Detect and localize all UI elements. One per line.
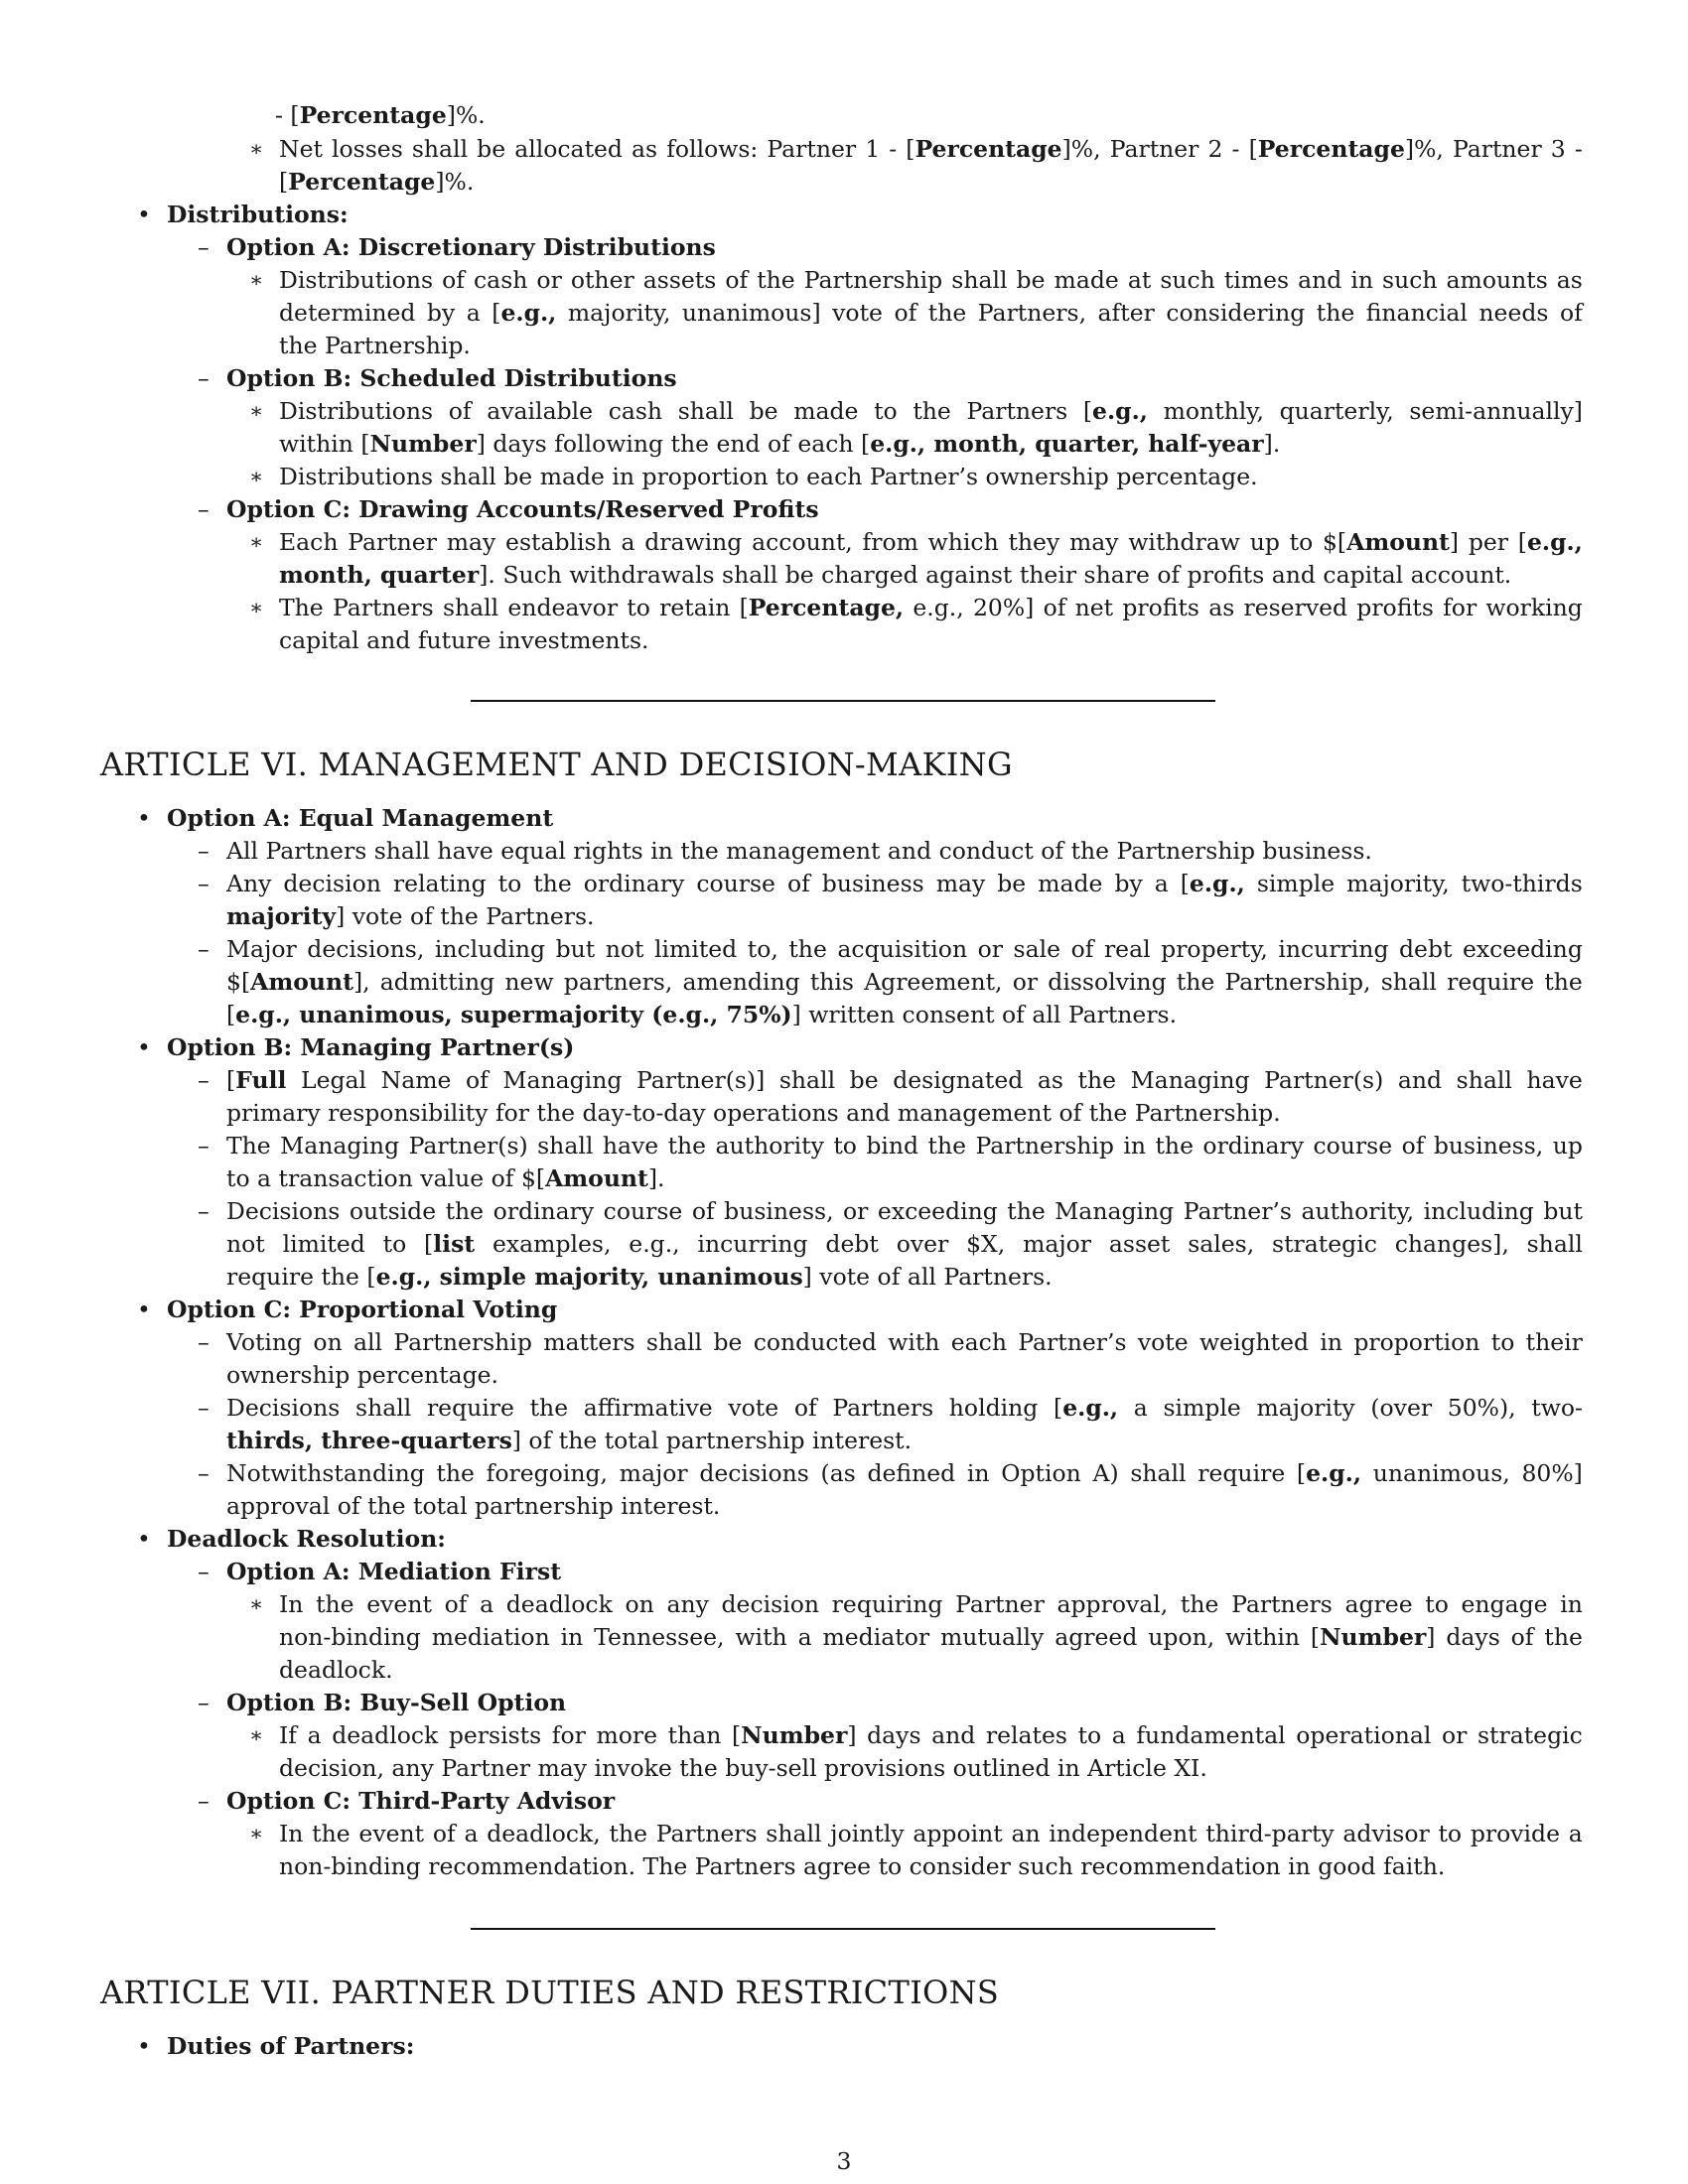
article-vii-heading: ARTICLE VII. PARTNER DUTIES AND RESTRICTIONS	[100, 1974, 1000, 2011]
mgmt-b-item3-line2: not limited to [list examples, e.g., incurring debt over $X, major asset sales, strategic changes], shall	[226, 1230, 1583, 1258]
deadlock-b-line2: decision, any Partner may invoke the buy-sell provisions outlined in Article XI.	[279, 1754, 1207, 1782]
bullet-dash: –	[198, 1787, 210, 1815]
bullet-asterisk: ∗	[249, 465, 264, 488]
article-vi-heading: ARTICLE VI. MANAGEMENT AND DECISION-MAKING	[100, 746, 1013, 783]
bullet-dash: –	[198, 1197, 210, 1225]
bullet-dash: –	[198, 1558, 210, 1585]
mgmt-a-item1: All Partners shall have equal rights in the management and conduct of the Partnership business.	[226, 837, 1372, 865]
bullet-asterisk: ∗	[249, 399, 264, 423]
dist-c-item1-line2: month, quarter]. Such withdrawals shall be charged against their share of profits and capital account.	[279, 561, 1512, 589]
dist-c-item2-line2: capital and future investments.	[279, 626, 649, 654]
bullet-dash: –	[198, 495, 210, 523]
mgmt-b-item2-line1: The Managing Partner(s) shall have the authority to bind the Partnership in the ordinary course of business, up	[226, 1132, 1583, 1160]
deadlock-option-b-title: Option B: Buy-Sell Option	[226, 1689, 567, 1716]
deadlock-option-a-title: Option A: Mediation First	[226, 1558, 562, 1585]
bullet-asterisk: ∗	[249, 596, 264, 619]
mgmt-c-item1-line2: ownership percentage.	[226, 1361, 499, 1389]
dist-c-item1-line1: Each Partner may establish a drawing account, from which they may withdraw up to $[Amount] per [e.g.,	[279, 528, 1583, 556]
dist-a-item1-line1: Distributions of cash or other assets of the Partnership shall be made at such times and in such amounts as	[279, 266, 1583, 294]
bullet-asterisk: ∗	[249, 137, 264, 161]
bullet-dash: –	[198, 1459, 210, 1487]
section-divider	[471, 1928, 1215, 1930]
mgmt-c-item1-line1: Voting on all Partnership matters shall be conducted with each Partner’s vote weighted in proportion to their	[226, 1328, 1583, 1356]
mgmt-b-item3-line3: require the [e.g., simple majority, unanimous] vote of all Partners.	[226, 1263, 1053, 1291]
bullet-dash: –	[198, 233, 210, 261]
bullet-dot: •	[137, 1296, 151, 1323]
mgmt-option-b-title: Option B: Managing Partner(s)	[167, 1033, 575, 1061]
mgmt-b-item1-line2: primary responsibility for the day-to-day operations and management of the Partnership.	[226, 1099, 1281, 1127]
bullet-dash: –	[198, 935, 210, 963]
deadlock-c-line2: non-binding recommendation. The Partners agree to consider such recommendation in good faith.	[279, 1852, 1446, 1880]
deadlock-a-line2: non-binding mediation in Tennessee, with a mediator mutually agreed upon, within [Number] days of the	[279, 1623, 1583, 1651]
deadlock-option-c-title: Option C: Third-Party Advisor	[226, 1787, 616, 1815]
bullet-dash: –	[198, 1394, 210, 1422]
bullet-dot: •	[137, 2032, 151, 2060]
bullet-dot: •	[137, 804, 151, 832]
dist-c-item2-line1: The Partners shall endeavor to retain [Percentage, e.g., 20%] of net profits as reserved profits for working	[279, 594, 1583, 621]
allocation-continuation: - [Percentage]%.	[275, 101, 486, 129]
mgmt-a-item2-line1: Any decision relating to the ordinary course of business may be made by a [e.g., simple majority, two-thirds	[226, 870, 1583, 897]
bullet-asterisk: ∗	[249, 1723, 264, 1747]
mgmt-c-item3-line1: Notwithstanding the foregoing, major decisions (as defined in Option A) shall require [e.g., unanimous, 80%]	[226, 1459, 1583, 1487]
dist-option-c-title: Option C: Drawing Accounts/Reserved Profits	[226, 495, 819, 523]
distributions-title: Distributions:	[167, 201, 349, 228]
deadlock-title: Deadlock Resolution:	[167, 1525, 446, 1553]
mgmt-c-item2-line1: Decisions shall require the affirmative vote of Partners holding [e.g., a simple majority (over 50%), two-	[226, 1394, 1583, 1422]
net-losses-line-2: [Percentage]%.	[279, 168, 475, 196]
mgmt-a-item3-line1: Major decisions, including but not limited to, the acquisition or sale of real property, incurring debt exceeding	[226, 935, 1583, 963]
duties-title: Duties of Partners:	[167, 2032, 415, 2060]
mgmt-c-item3-line2: approval of the total partnership interest.	[226, 1492, 721, 1520]
net-losses-line-1: Net losses shall be allocated as follows: Partner 1 - [Percentage]%, Partner 2 - [Percentage]%, Partner 3 -	[279, 135, 1583, 163]
bullet-dash: –	[198, 1132, 210, 1160]
bullet-dash: –	[198, 1689, 210, 1716]
dist-a-item1-line2: determined by a [e.g., majority, unanimous] vote of the Partners, after considering the financial needs of	[279, 299, 1583, 327]
mgmt-b-item3-line1: Decisions outside the ordinary course of business, or exceeding the Managing Partner’s authority, including but	[226, 1197, 1583, 1225]
mgmt-b-item1-line1: [Full Legal Name of Managing Partner(s)] shall be designated as the Managing Partner(s) and shall have	[226, 1066, 1583, 1094]
page-number: 3	[836, 2147, 852, 2175]
bullet-dash: –	[198, 1066, 210, 1094]
dist-b-item1-line1: Distributions of available cash shall be made to the Partners [e.g., monthly, quarterly, semi-annually]	[279, 397, 1583, 425]
mgmt-a-item2-line2: majority] vote of the Partners.	[226, 902, 595, 930]
dist-a-item1-line3: the Partnership.	[279, 332, 471, 359]
dist-b-item1-line2: within [Number] days following the end of each [e.g., month, quarter, half-year].	[279, 430, 1281, 458]
bullet-asterisk: ∗	[249, 530, 264, 554]
bullet-asterisk: ∗	[249, 1822, 264, 1845]
mgmt-option-a-title: Option A: Equal Management	[167, 804, 554, 832]
bullet-asterisk: ∗	[249, 268, 264, 292]
deadlock-b-line1: If a deadlock persists for more than [Number] days and relates to a fundamental operational or strategic	[279, 1721, 1583, 1749]
mgmt-c-item2-line2: thirds, three-quarters] of the total partnership interest.	[226, 1427, 913, 1454]
deadlock-a-line3: deadlock.	[279, 1656, 393, 1684]
bullet-dot: •	[137, 1033, 151, 1061]
bullet-dash: –	[198, 1328, 210, 1356]
deadlock-a-line1: In the event of a deadlock on any decision requiring Partner approval, the Partners agree to engage in	[279, 1590, 1583, 1618]
bullet-dot: •	[137, 201, 151, 228]
mgmt-b-item2-line2: to a transaction value of $[Amount].	[226, 1164, 665, 1192]
dist-option-b-title: Option B: Scheduled Distributions	[226, 364, 677, 392]
bullet-dash: –	[198, 837, 210, 865]
bullet-dash: –	[198, 364, 210, 392]
mgmt-option-c-title: Option C: Proportional Voting	[167, 1296, 558, 1323]
deadlock-c-line1: In the event of a deadlock, the Partners shall jointly appoint an independent third-party advisor to provide a	[279, 1820, 1583, 1847]
dist-b-item2: Distributions shall be made in proportion to each Partner’s ownership percentage.	[279, 463, 1258, 490]
bullet-dot: •	[137, 1525, 151, 1553]
section-divider	[471, 700, 1215, 702]
dist-option-a-title: Option A: Discretionary Distributions	[226, 233, 716, 261]
bullet-dash: –	[198, 870, 210, 897]
bullet-asterisk: ∗	[249, 1592, 264, 1616]
mgmt-a-item3-line3: [e.g., unanimous, supermajority (e.g., 75%)] written consent of all Partners.	[226, 1001, 1178, 1028]
mgmt-a-item3-line2: $[Amount], admitting new partners, amending this Agreement, or dissolving the Partnership, shall require the	[226, 968, 1583, 996]
